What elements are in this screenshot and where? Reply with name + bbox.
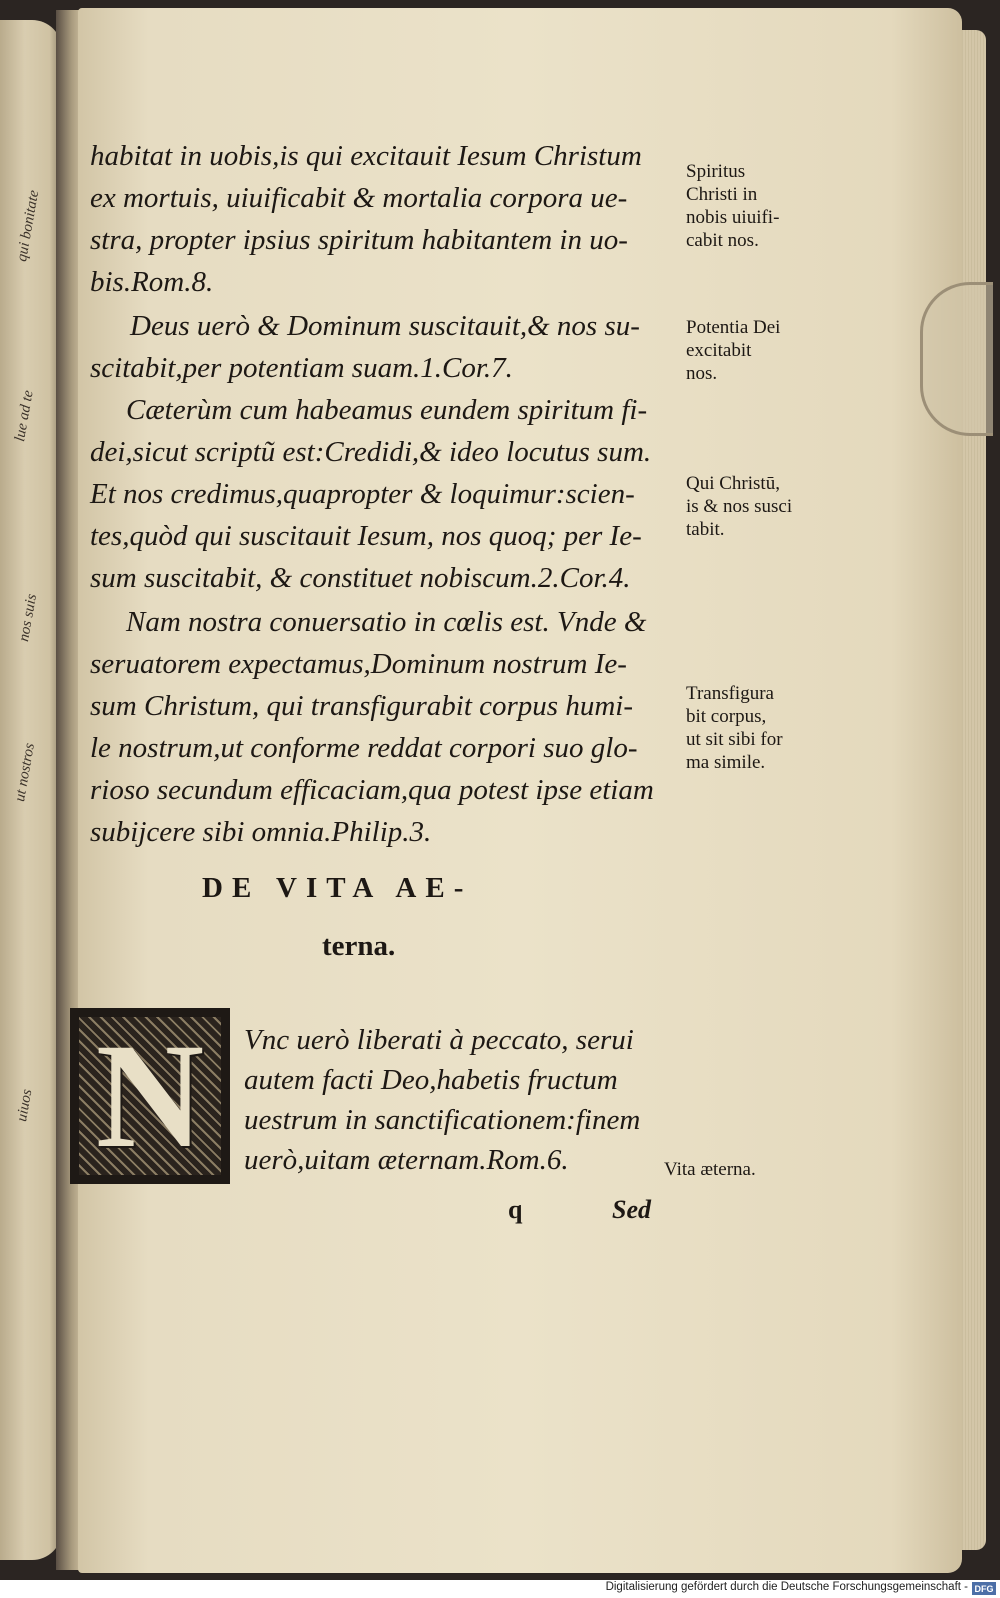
- left-fragment: lue ad te: [12, 389, 37, 443]
- margin-note: Transfigura bit corpus, ut sit sibi for ma simile.: [686, 683, 783, 773]
- text-line: ex mortuis, uiuificabit & mortalia corpora ue-: [90, 182, 628, 214]
- margin-note: Vita æterna.: [664, 1159, 756, 1180]
- initial-letter: N: [95, 1013, 205, 1179]
- text-line: subijcere sibi omnia.Philip.3.: [90, 816, 432, 848]
- text-line: Cæterùm cum habeamus eundem spiritum fi-: [126, 394, 648, 426]
- book-clasp: [920, 282, 993, 436]
- text-line: habitat in uobis,is qui excitauit Iesum Christum: [90, 140, 642, 172]
- text-line: uerò,uitam æternam.Rom.6.: [244, 1144, 569, 1176]
- text-line: Et nos credimus,quapropter & loquimur:scien-: [90, 478, 635, 510]
- text-line: le nostrum,ut conforme reddat corpori suo glo-: [90, 732, 638, 764]
- page-fore-edge: [958, 30, 986, 1550]
- initial-ornament: [79, 1013, 221, 1179]
- left-fragment: qui bonitate: [14, 189, 43, 263]
- dfg-logo-icon: DFG: [972, 1582, 996, 1595]
- funding-notice: Digitalisierung gefördert durch die Deutsche Forschungsgemeinschaft -: [605, 1581, 968, 1593]
- text-line: tes,quòd qui suscitauit Iesum, nos quoq; per Ie-: [90, 520, 642, 552]
- catchword: Sed: [612, 1195, 651, 1224]
- text-line: seruatorem expectamus,Dominum nostrum Ie-: [90, 648, 627, 680]
- left-fragment: uiuos: [14, 1087, 36, 1123]
- decorated-initial: [70, 1008, 230, 1184]
- signature-mark: q: [508, 1195, 523, 1224]
- text-line: Vnc uerò liberati à peccato, serui: [244, 1024, 634, 1056]
- section-heading: DE VITA AE-: [202, 872, 473, 904]
- text-line: Deus uerò & Dominum suscitauit,& nos su-: [130, 310, 640, 342]
- text-line: stra, propter ipsius spiritum habitantem in uo-: [90, 224, 628, 256]
- footer-bar: [0, 1580, 1000, 1598]
- text-line: Nam nostra conuersatio in cœlis est. Vnde &: [126, 606, 647, 638]
- text-line: uestrum in sanctificationem:finem: [244, 1104, 641, 1136]
- left-fragment: ut nostros: [12, 741, 39, 803]
- text-line: sum suscitabit, & constituet nobiscum.2.Cor.4.: [90, 562, 631, 594]
- section-heading-continuation: terna.: [322, 930, 396, 962]
- text-line: sum Christum, qui transfigurabit corpus humi-: [90, 690, 633, 722]
- text-line: rioso secundum efficaciam,qua potest ipse etiam: [90, 774, 654, 806]
- text-line: bis.Rom.8.: [90, 266, 214, 298]
- margin-note: Potentia Dei excitabit nos.: [686, 317, 781, 384]
- opening-paragraph: [244, 1020, 640, 1180]
- text-line: dei,sicut scriptũ est:Credidi,& ideo locutus sum.: [90, 436, 652, 468]
- margin-note: Qui Christū, is & nos susci tabit.: [686, 473, 793, 540]
- text-line: scitabit,per potentiam suam.1.Cor.7.: [90, 352, 513, 384]
- margin-note: Spiritus Christi in nobis uiuifi- cabit nos.: [686, 161, 780, 251]
- left-fragment: nos suis: [16, 592, 41, 643]
- text-line: autem facti Deo,habetis fructum: [244, 1064, 618, 1096]
